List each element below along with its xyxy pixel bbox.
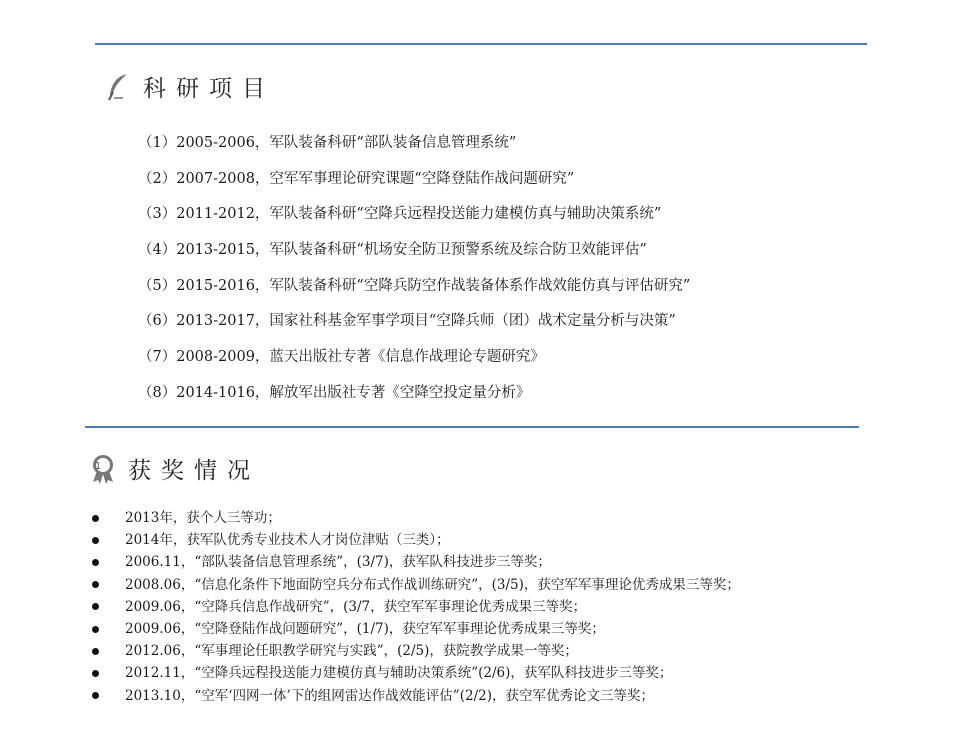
bullet-icon (92, 537, 99, 544)
research-heading (105, 70, 275, 103)
list-item: 2012.11，“空降兵远程投送能力建模仿真与辅助决策系统”(2/6)，获军队科技进步三等奖； (92, 662, 740, 684)
list-item: 2012.06，“军事理论任职教学研究与实践”，(2/5)，获院教学成果一等奖； (92, 640, 740, 662)
bullet-icon (92, 603, 99, 610)
list-item: 2006.11，“部队装备信息管理系统”，(3/7)，获军队科技进步三等奖； (92, 551, 740, 573)
list-item: （8）2014-1016，解放军出版社专著《空降空投定量分析》 (138, 384, 531, 401)
list-item: 2014年，获军队优秀专业技术人才岗位津贴（三类）； (92, 529, 740, 551)
list-item: （1）2005-2006，军队装备科研“部队装备信息管理系统” (138, 135, 517, 151)
awards-list (92, 507, 740, 707)
bullet-icon (92, 559, 99, 566)
feather-quill-icon (105, 72, 131, 102)
list-item: （4）2013-2015，军队装备科研“机场安全防卫预警系统及综合防卫效能评估” (138, 242, 647, 259)
list-item: （2）2007-2008，空军军事理论研究课题“空降登陆作战问题研究” (138, 170, 575, 187)
research-project-list (138, 130, 690, 416)
list-item: 2009.06，“空降登陆作战问题研究”，(1/7)，获空军军事理论优秀成果三等奖； (92, 618, 740, 640)
bullet-icon (92, 648, 99, 655)
research-title: 科研项目 (143, 76, 275, 102)
list-item: 2013.10，“空军‘四网一体’下的组网雷达作战效能评估”(2/2)，获空军优秀论文三等奖； (92, 685, 740, 707)
list-item: （7）2008-2009，蓝天出版社专著《信息作战理论专题研究》 (138, 349, 545, 366)
bullet-icon (92, 692, 99, 699)
middle-divider (85, 426, 859, 428)
bullet-icon (92, 670, 99, 677)
list-item: （6）2013-2017，国家社科基金军事学项目“空降兵师（团）战术定量分析与决策” (138, 313, 676, 330)
list-item: 2008.06，“信息化条件下地面防空兵分布式作战训练研究”，(3/5)，获空军军事理论优秀成果三等奖； (92, 574, 740, 596)
list-item: 2013年，获个人三等功； (92, 507, 740, 529)
awards-heading (90, 452, 260, 485)
svg-text:1: 1 (94, 460, 112, 472)
bullet-icon (92, 581, 99, 588)
awards-title: 获奖情况 (128, 458, 260, 484)
list-item: 2009.06，“空降兵信息作战研究”，(3/7，获空军军事理论优秀成果三等奖； (92, 596, 740, 618)
award-ribbon-icon (90, 454, 116, 484)
bullet-icon (92, 515, 99, 522)
top-divider (95, 43, 867, 45)
list-item: （5）2015-2016，军队装备科研“空降兵防空作战装备体系作战效能仿真与评估研究” (138, 277, 691, 294)
bullet-icon (92, 626, 99, 633)
list-item: （3）2011-2012，军队装备科研“空降兵远程投送能力建模仿真与辅助决策系统” (138, 206, 662, 223)
